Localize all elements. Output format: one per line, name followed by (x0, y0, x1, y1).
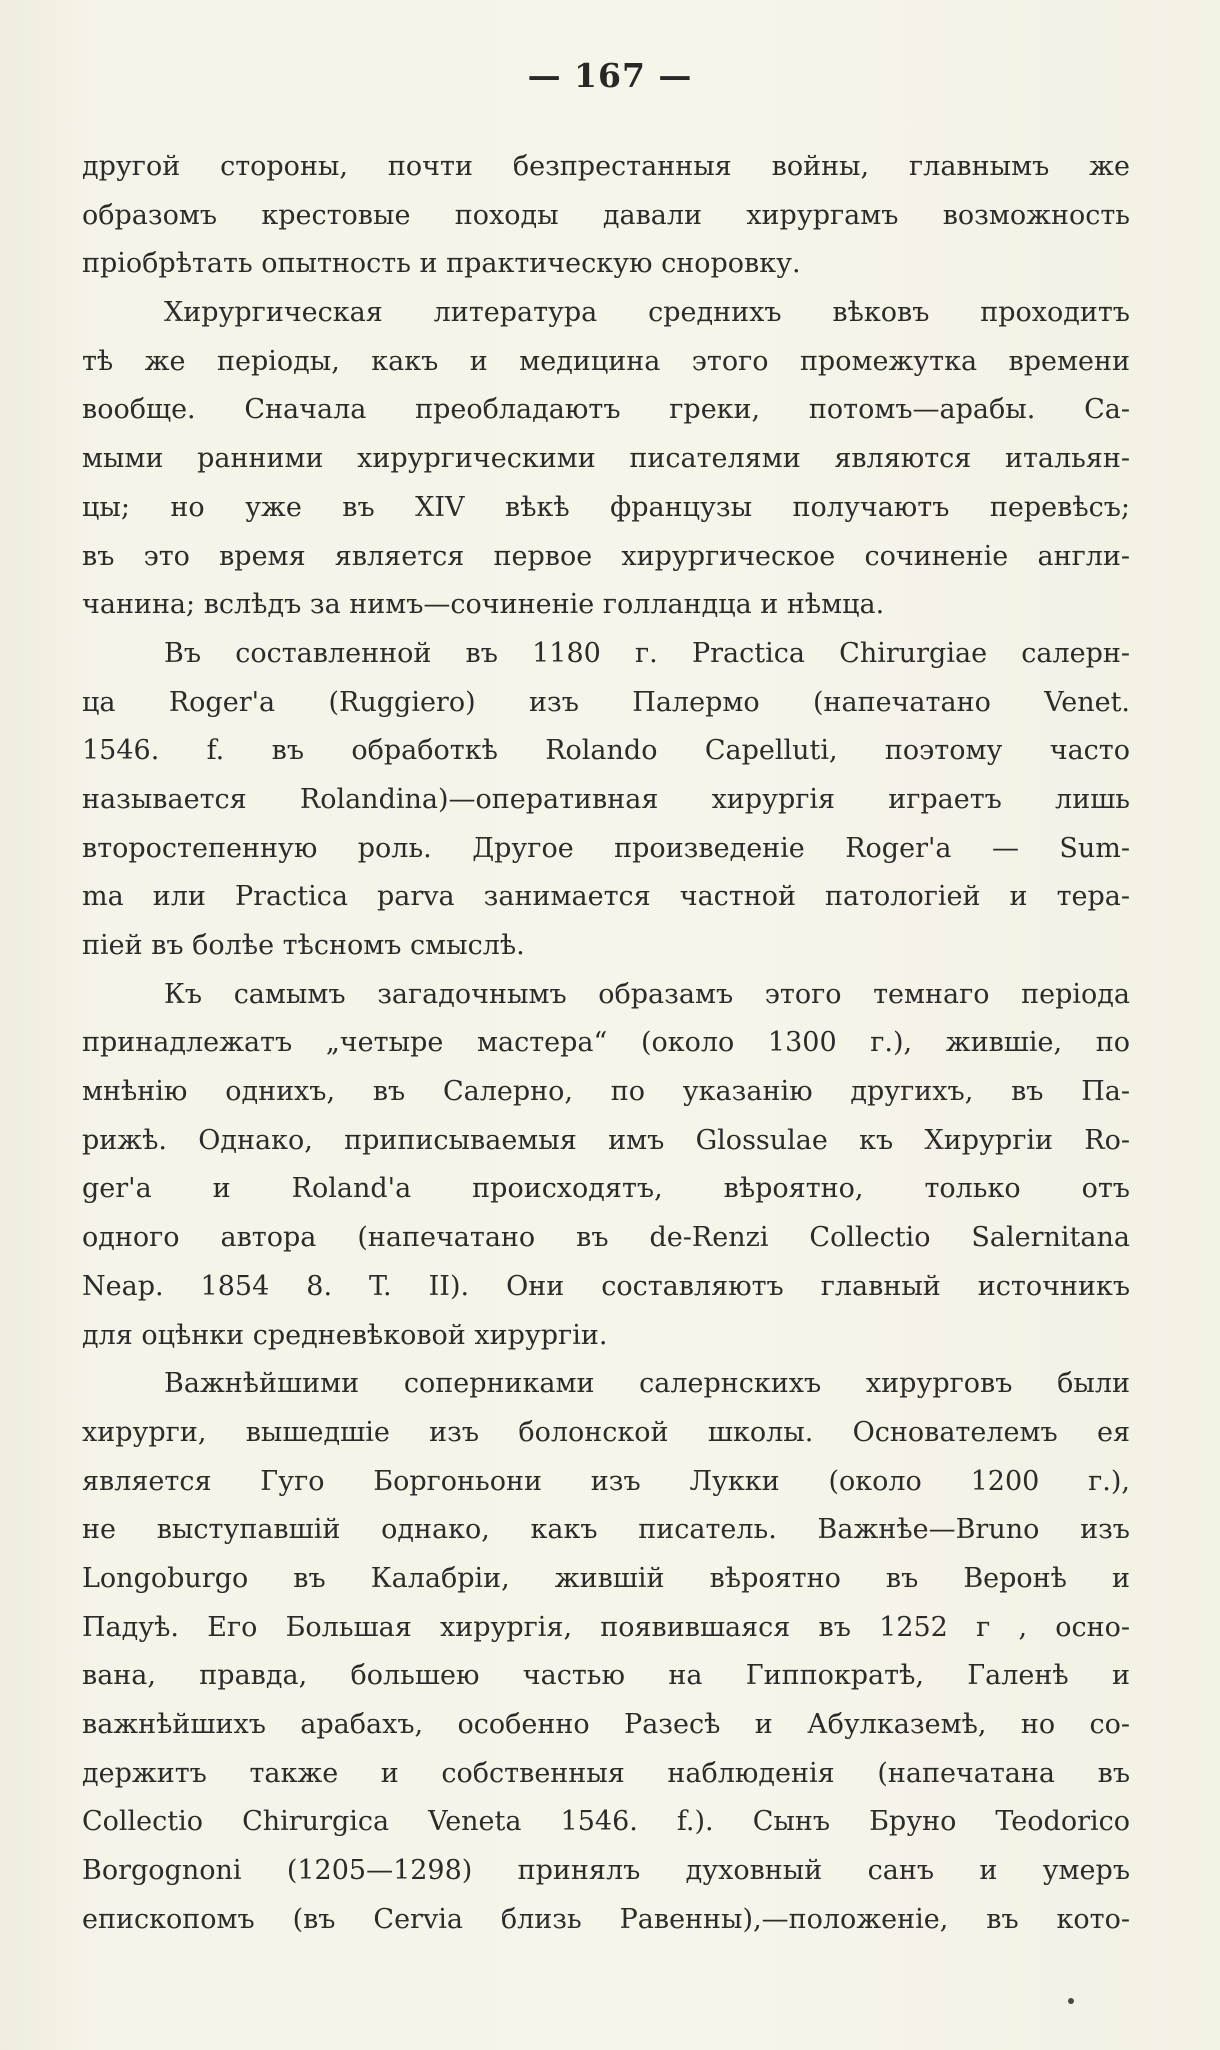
text-line: епископомъ (въ Cervia близь Равенны),—положеніе, въ кото- (82, 1903, 1130, 1935)
text-line: мнѣнію однихъ, въ Салерно, по указанію другихъ, въ Па- (82, 1076, 1130, 1108)
text-line: ger'a и Roland'a происходятъ, вѣроятно, только отъ (82, 1173, 1130, 1205)
text-line: Neap. 1854 8. T. II). Они составляютъ главный источникъ (82, 1270, 1130, 1302)
text-line: образомъ крестовые походы давали хирургамъ возможность (82, 199, 1130, 231)
text-line: Падуѣ. Его Большая хирургія, появившаяся въ 1252 г , осно- (82, 1611, 1130, 1643)
text-line: Collectio Chirurgica Veneta 1546. f.). Сынъ Бруно Teodorico (82, 1806, 1130, 1838)
body-text (82, 143, 1130, 1944)
text-line: второстепенную роль. Другое произведеніе Roger'a — Sum- (82, 832, 1130, 864)
text-line: для оцѣнки средневѣковой хирургіи. (82, 1319, 608, 1351)
text-line: вана, правда, большею частью на Гиппократѣ, Галенѣ и (82, 1660, 1130, 1692)
text-line: цы; но уже въ XIV вѣкѣ французы получаютъ перевѣсъ; (82, 491, 1130, 523)
text-line: въ это время является первое хирургическое сочиненіе англи- (82, 540, 1130, 572)
text-line: ца Roger'a (Ruggiero) изъ Палермо (напечатано Venet. (82, 686, 1130, 718)
text-line: піей въ болѣе тѣсномъ смыслѣ. (82, 930, 525, 961)
page-number: — 167 — (527, 56, 693, 95)
text-line: тѣ же періоды, какъ и медицина этого промежутка времени (82, 345, 1130, 377)
text-line: является Гуго Боргоньони изъ Лукки (около 1200 г.), (82, 1465, 1130, 1497)
ink-dot (1068, 1998, 1074, 2004)
text-line: рижѣ. Однако, приписываемыя имъ Glossulae къ Хирургіи Ro- (82, 1124, 1130, 1156)
text-line: мыми ранними хирургическими писателями являются итальян- (82, 443, 1130, 475)
text-line: Важнѣйшими соперниками салернскихъ хирурговъ были (164, 1368, 1130, 1400)
text-line: Longoburgo въ Калабріи, жившій вѣроятно въ Веронѣ и (82, 1562, 1130, 1594)
text-line: вообще. Сначала преобладаютъ греки, потомъ—арабы. Са- (82, 394, 1130, 426)
text-line: Хирургическая литература среднихъ вѣковъ проходитъ (164, 297, 1130, 329)
text-line: другой стороны, почти безпрестанныя войны, главнымъ же (82, 151, 1130, 182)
text-line: не выступавшій однако, какъ писатель. Важнѣе—Bruno изъ (82, 1514, 1130, 1546)
text-line: хирурги, вышедшіе изъ болонской школы. Основателемъ ея (82, 1416, 1130, 1448)
text-line: 1546. f. въ обработкѣ Rolando Capelluti, поэтому часто (82, 735, 1130, 767)
text-line: Къ самымъ загадочнымъ образамъ этого темнаго періода (164, 978, 1130, 1010)
text-line: ma или Practica parva занимается частной патологіей и тера- (82, 881, 1130, 913)
text-line: Borgognoni (1205—1298) принялъ духовный санъ и умеръ (82, 1855, 1130, 1887)
text-line: называется Rolandina)—оперативная хирургія играетъ лишь (82, 783, 1130, 815)
text-line: одного автора (напечатано въ de-Renzi Collectio Salernitana (82, 1222, 1130, 1254)
text-line: держитъ также и собственныя наблюденія (напечатана въ (82, 1757, 1130, 1789)
text-line: Въ составленной въ 1180 г. Practica Chirurgiae салерн- (164, 637, 1130, 669)
text-line: важнѣйшихъ арабахъ, особенно Разесѣ и Абулказемѣ, но со- (82, 1709, 1130, 1740)
text-line: принадлежатъ „четыре мастера“ (около 1300 г.), жившіе, по (82, 1027, 1130, 1059)
text-line: чанина; вслѣдъ за нимъ—сочиненіе голландца и нѣмца. (82, 589, 885, 621)
text-line: пріобрѣтать опытность и практическую сноровку. (82, 248, 801, 280)
